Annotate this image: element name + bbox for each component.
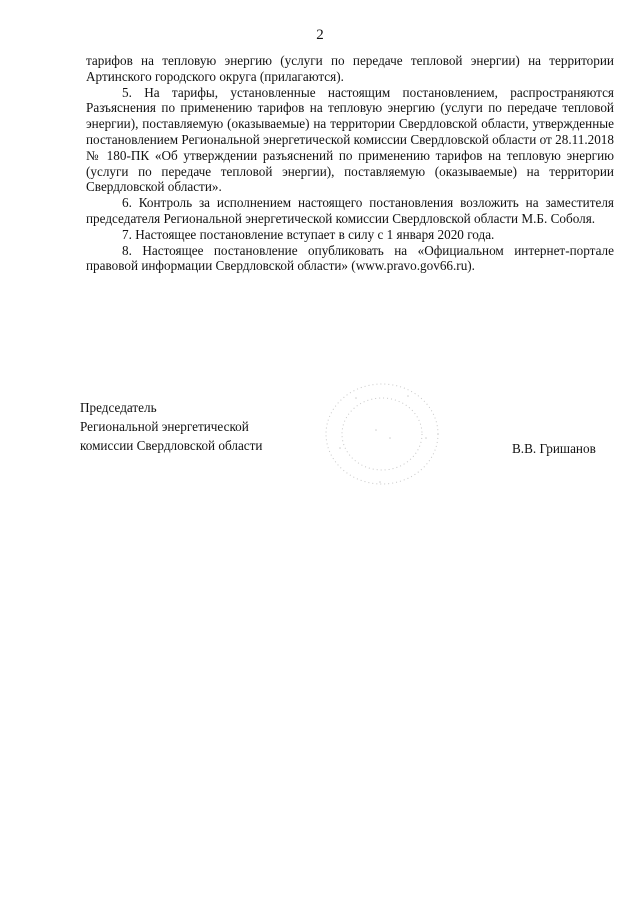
signature-position-line-3: комиссии Свердловской области — [80, 438, 263, 453]
signature-position — [80, 398, 262, 455]
signature-position-line-2: Региональной энергетической — [80, 419, 249, 434]
signature-position-line-1: Председатель — [80, 400, 157, 415]
paragraph-item-7: 7. Настоящее постановление вступает в силу с 1 января 2020 года. — [122, 226, 495, 242]
faint-seal-stamp — [316, 378, 446, 488]
signer-name: В.В. Гришанов — [512, 441, 596, 456]
paragraph-item-5: 5. На тарифы, установленные настоящим постановлением, распространяются Разъяснения по применению тарифов на тепловую энергию (услуги по передаче тепловой энергии), поставляемую (оказываемые) на территории Свердловской области, утвержденные постановлением Региональной энергетической комиссии Свердловской области от 28.11.2018 № 180-ПК «Об утверждении разъяснений по применению тарифов на тепловую энергию (услуги по передаче тепловой энергии), поставляемую (оказываемые) на территории Свердловской области». — [86, 84, 614, 195]
paragraph-continuation: тарифов на тепловую энергию (услуги по передаче тепловой энергии) на территории Артинского городского округа (прилагаются). — [86, 53, 614, 84]
document-body — [86, 53, 614, 274]
paragraph-item-6: 6. Контроль за исполнением настоящего постановления возложить на заместителя председателя Региональной энергетической комиссии Свердловской области М.Б. Соболя. — [86, 195, 614, 226]
page-number: 2 — [316, 27, 324, 43]
paragraph-item-8: 8. Настоящее постановление опубликовать на «Официальном интернет-портале правовой информации Свердловской области» (www.pravo.gov66.ru). — [86, 242, 614, 274]
